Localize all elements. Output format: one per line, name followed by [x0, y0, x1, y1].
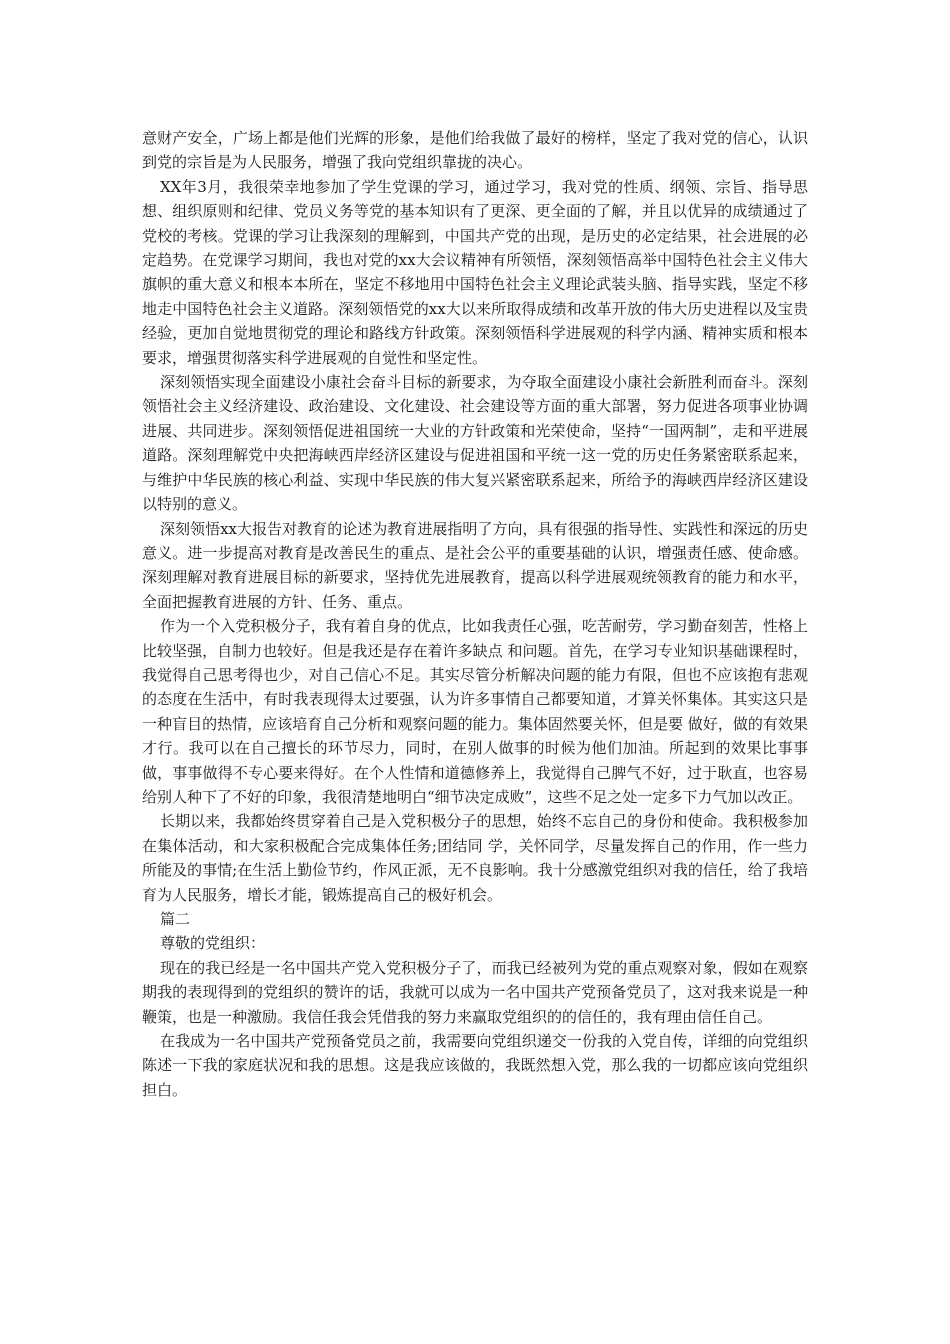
paragraph-continuation: 意财产安全，广场上都是他们光辉的形象，是他们给我做了最好的榜样，坚定了我对党的信心，认识到党的宗旨是为人民服务，增强了我向党组织靠拢的决心。 [142, 129, 808, 172]
document-page [142, 126, 808, 1102]
paragraph-autobiography: 在我成为一名中国共产党预备党员之前，我需要向党组织递交一份我的入党自传，详细的向党组织陈述一下我的家庭状况和我的思想。这是我应该做的，我既然想入党，那么我的一切都应该向党组织担白。 [142, 1032, 808, 1099]
paragraph-party-course: XX年3月，我很荣幸地参加了学生党课的学习，通过学习，我对党的性质、纲领、宗旨、指导思想、组织原则和纪律、党员义务等党的基本知识有了更深、更全面的了解，并且以优异的成绩通过了党校的考核。党课的学习让我深刻的理解到，中国共产党的出现，是历史的必定结果，社会进展的必定趋势。在党课学习期间，我也对党的xx大会议精神有所领悟，深刻领悟高举中国特色社会主义伟大旗帜的重大意义和根本本所在，坚定不移地用中国特色社会主义理论武装头脑、指导实践，坚定不移地走中国特色社会主义道路。深刻领悟党的xx大以来所取得成绩和改革开放的伟大历史进程以及宝贵经验，更加自觉地贯彻党的理论和路线方针政策。深刻领悟科学进展观的科学内涵、精神实质和根本要求，增强贯彻落实科学进展观的自觉性和坚定性。 [142, 177, 808, 367]
paragraph-education: 深刻领悟xx大报告对教育的论述为教育进展指明了方向，具有很强的指导性、实践性和深远的历史意义。进一步提高对教育是改善民生的重点、是社会公平的重要基础的认识，增强责任感、使命感。深刻理解对教育进展目标的新要求，坚持优先进展教育，提高以科学进展观统领教育的能力和水平，全面把握教育进展的方针、任务、重点。 [142, 519, 808, 611]
paragraph-activist: 现在的我已经是一名中国共产党入党积极分子了，而我已经被列为党的重点观察对象，假如在观察期我的表现得到的党组织的赞许的话，我就可以成为一名中国共产党预备党员了，这对我来说是一种鞭策，也是一种激励。我信任我会凭借我的努力来赢取党组织的的信任的，我有理由信任自己。 [142, 958, 808, 1026]
paragraph-self-assessment: 作为一个入党积极分子，我有着自身的优点，比如我责任心强，吃苦耐劳，学习勤奋刻苦，性格上比较坚强，自制力也较好。但是我还是存在着许多缺点 和问题。首先，在学习专业知识基础课程时，我觉得自己思考得也少，对自己信心不足。其实尽管分析解决问题的能力有限，但也不应该抱有悲观的态度在生活中，有时我表现得太过要强，认为许多事情自己都要知道，才算关怀集体。其实这只是一种盲目的热情，应该培育自己分析和观察问题的能力。集体固然要关怀，但是要 做好，做的有效果才行。我可以在自己擅长的环节尽力，同时，在别人做事的时候为他们加油。所起到的效果比事事做，事事做得不专心要来得好。在个人性情和道德修养上，我觉得自己脾气不好，过于耿直，也容易给别人种下了不好的印象，我很清楚地明白“细节决定成败”，这些不足之处一定多下力气加以改正。 [142, 617, 808, 806]
paragraph-long-term: 长期以来，我都始终贯穿着自己是入党积极分子的思想，始终不忘自己的身份和使命。我积极参加在集体活动，和大家积极配合完成集体任务;团结同 学，关怀同学，尽量发挥自己的作用，作一些力所能及的事情;在生活上勤俭节约，作风正派，无不良影响。我十分感激党组织对我的信任，给了我培育为人民服务，增长才能，锻炼提高自己的极好机会。 [142, 812, 808, 904]
salutation: 尊敬的党组织： [160, 934, 266, 953]
section-heading: 篇二 [160, 910, 191, 928]
paragraph-xiaokang: 深刻领悟实现全面建设小康社会奋斗目标的新要求，为夺取全面建设小康社会新胜利而奋斗。深刻领悟社会主义经济建设、政治建设、文化建设、社会建设等方面的重大部署，努力促进各项事业协调进展、共同进步。深刻领悟促进祖国统一大业的方针政策和光荣使命，坚持“一国两制”，走和平进展道路。深刻理解党中央把海峡西岸经济区建设与促进祖国和平统一这一党的历史任务紧密联系起来，与维护中华民族的核心利益、实现中华民族的伟大复兴紧密联系起来，所给予的海峡西岸经济区建设以特别的意义。 [142, 373, 808, 514]
